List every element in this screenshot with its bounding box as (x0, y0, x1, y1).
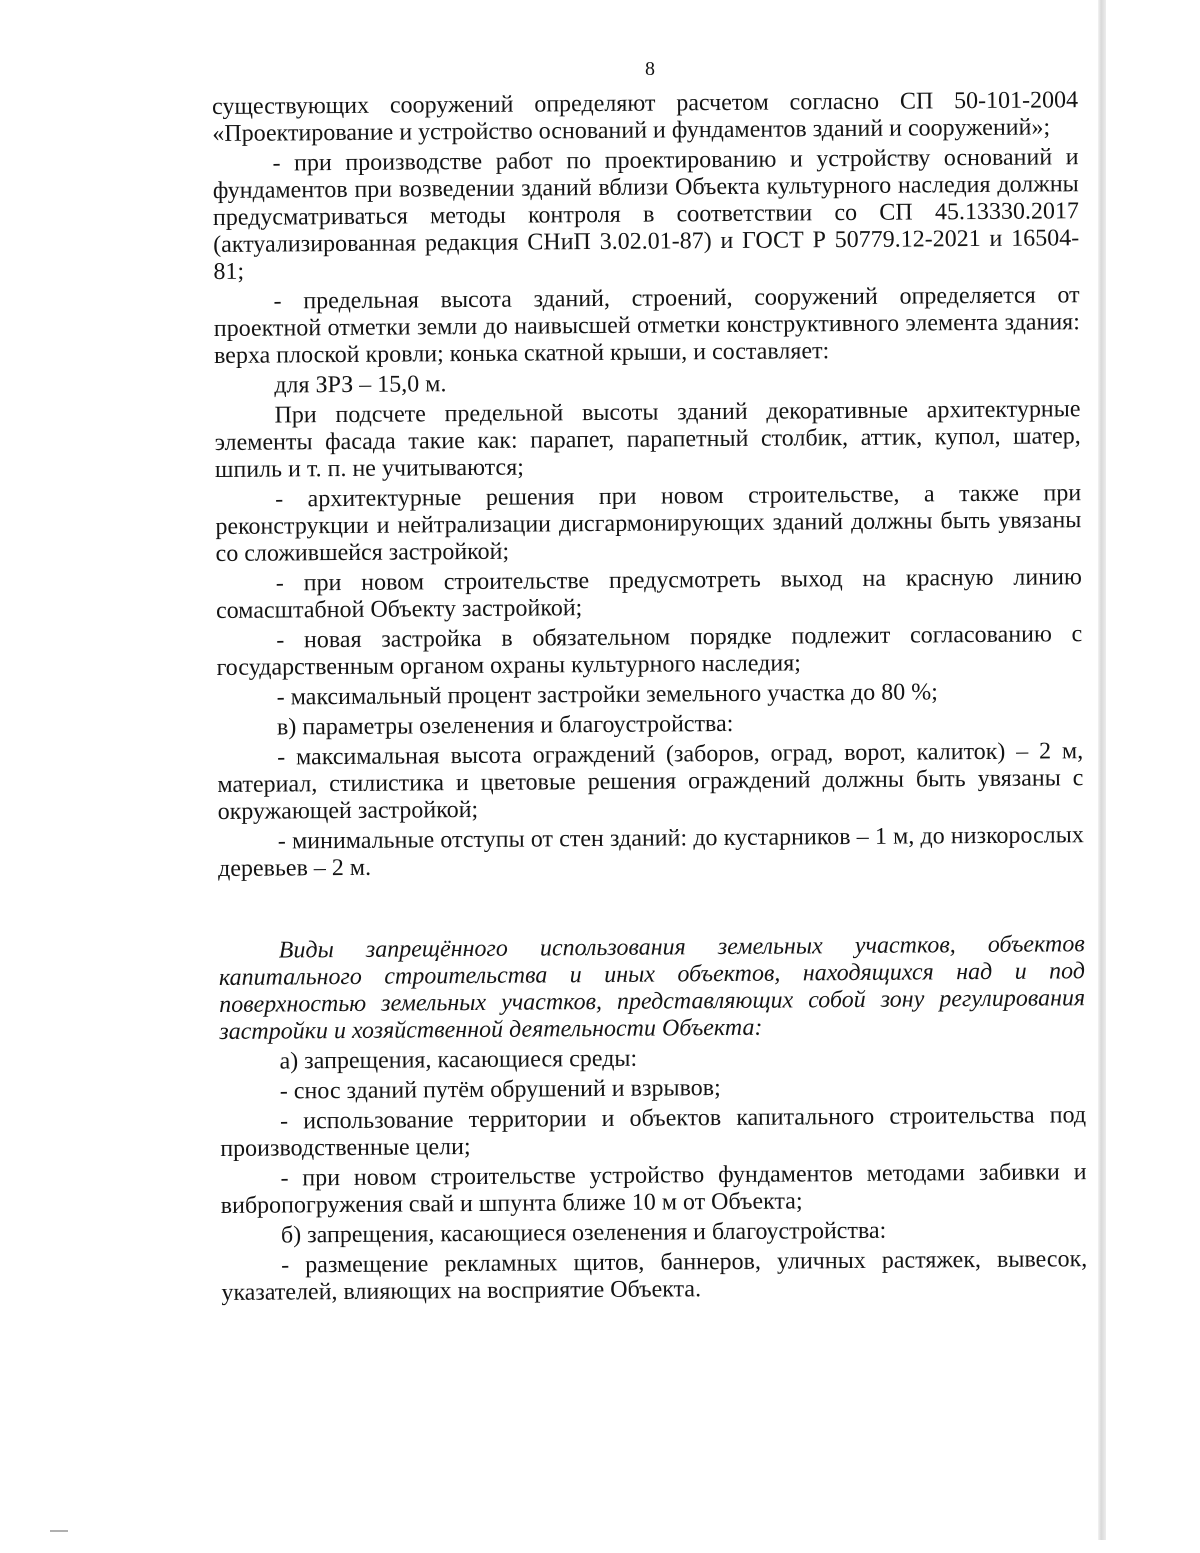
paragraph-fence-height: - максимальная высота ограждений (заборов, оград, ворот, калиток) – 2 м, материал, стилистика и цветовые решения ограждений должны быть увязаны с окружающей застройкой; (217, 738, 1084, 825)
paragraph-architectural-solutions: - архитектурные решения при новом строительстве, а также при реконструкции и нейтрализации дисгармонирующих зданий должны быть увязаны со сложившейся застройкой; (215, 480, 1082, 567)
paragraph-max-height: - предельная высота зданий, строений, сооружений определяется от проектной отметки земли до наивысшей отметки конструктивного элемента здания: верха плоской кровли; конька скатной крыши, и составляет: (213, 282, 1080, 369)
paragraph-control-methods: - при производстве работ по проектированию и устройству оснований и фундаментов при возведении зданий вблизи Объекта культурного наследия должны предусматриваться методы контроля в соответствии со СП 45.13330.2017 (актуализированная редакция СНиП 3.02.01-87) и ГОСТ Р 50779.12-2021 и 16504-81; (212, 144, 1080, 285)
paragraph-advertising: - размещение рекламных щитов, баннеров, уличных растяжек, вывесок, указателей, влияющих на восприятие Объекта. (221, 1246, 1088, 1306)
paragraph-pile-driving: - при новом строительстве устройство фундаментов методами забивки и вибропогружения свай и шпунта ближе 10 м от Объекта; (220, 1159, 1087, 1219)
paragraph-zrz-height: для ЗРЗ – 15,0 м. (274, 371, 447, 399)
paragraph-foundations-calc: существующих сооружений определяют расчетом согласно СП 50-101-2004 «Проектирование и устройство оснований и фундаментов зданий и сооружений»; (212, 87, 1079, 147)
section-heading-prohibited-uses: Виды запрещённого использования земельных участков, объектов капитального строительства и иных объектов, находящихся над и под поверхностью земельных участков, представляющих собой зону регулирования застройки и хозяйственной деятельности Объекта: (218, 931, 1086, 1045)
paragraph-landscaping-prohibitions: б) запрещения, касающиеся озеленения и благоустройства: (280, 1217, 887, 1249)
paragraph-demolition: - снос зданий путём обрушений и взрывов; (279, 1075, 721, 1105)
document-body (212, 87, 1088, 1310)
scan-page-edge (1098, 0, 1106, 1540)
paragraph-min-setbacks: - минимальные отступы от стен зданий: до кустарников – 1 м, до низкорослых деревьев – 2 м. (217, 822, 1084, 882)
paragraph-decorative-elements: При подсчете предельной высоты зданий декоративные архитектурные элементы фасада такие как: парапет, парапетный столбик, аттик, купол, шатер, шпиль и т. п. не учитываются; (214, 396, 1081, 483)
paragraph-approval: - новая застройка в обязательном порядке подлежит согласованию с государственным органом охраны культурного наследия; (216, 621, 1083, 681)
paragraph-landscaping-params: в) параметры озеленения и благоустройства: (276, 710, 734, 741)
scan-mark (50, 1530, 68, 1532)
section-gap (218, 879, 1084, 938)
paragraph-red-line: - при новом строительстве предусмотреть выход на красную линию сомасштабной Объекту застройкой; (215, 564, 1082, 624)
paragraph-industrial-use: - использование территории и объектов капитального строительства под производственные цели; (220, 1102, 1087, 1162)
page-number: 8 (645, 58, 655, 80)
paragraph-env-prohibitions: а) запрещения, касающиеся среды: (279, 1045, 638, 1075)
paragraph-build-percent: - максимальный процент застройки земельного участка до 80 %; (276, 679, 938, 711)
